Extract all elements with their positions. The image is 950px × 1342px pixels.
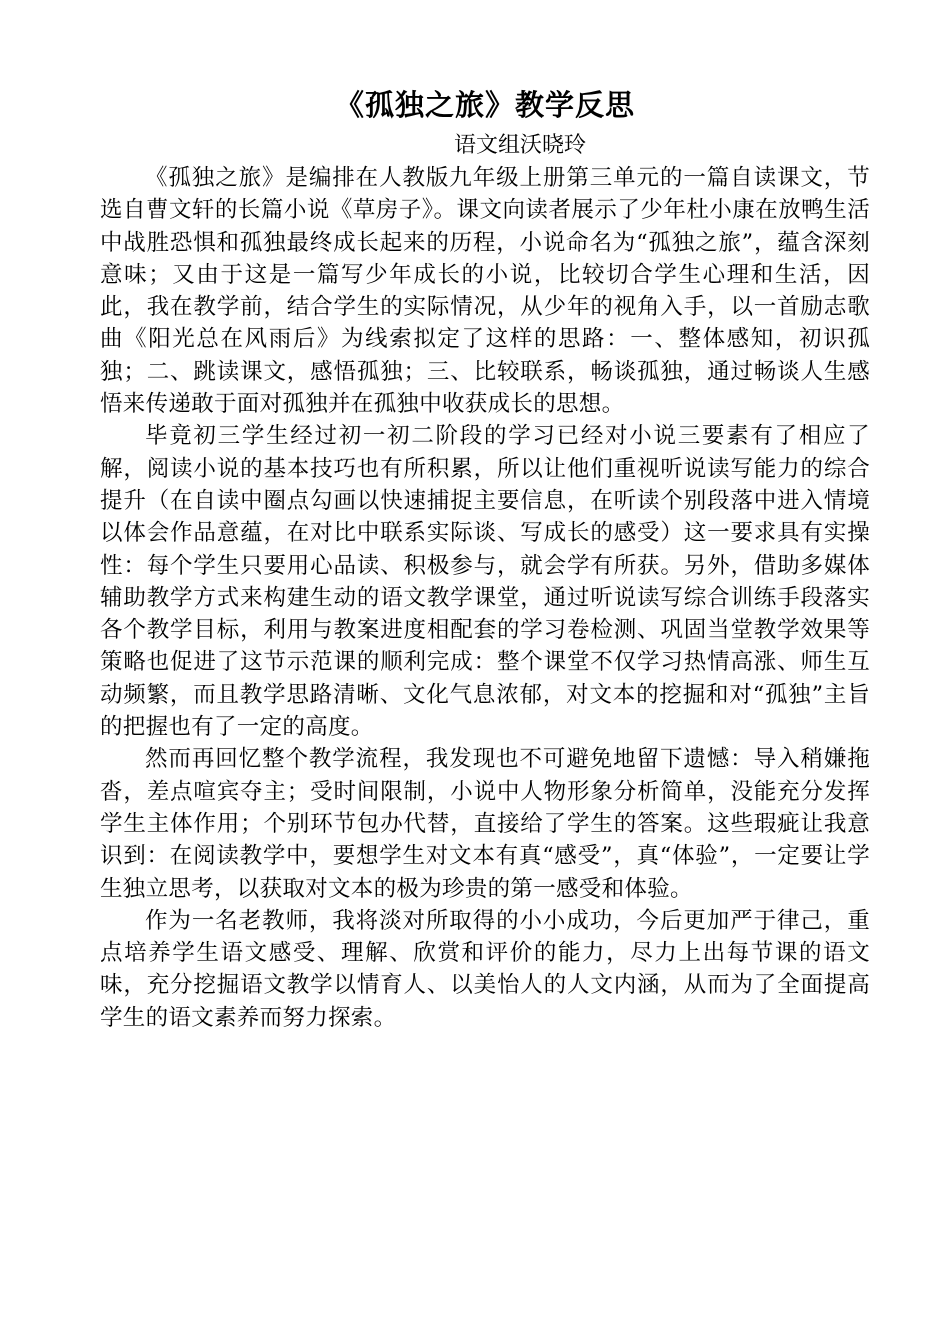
- document-author: 语文组沃晓玲: [453, 133, 586, 158]
- paragraph-4: 作为一名老教师，我将淡对所取得的小小成功，今后更加严于律己，重点培养学生语文感受、理解、欣赏和评价的能力，尽力上出每节课的语文味，充分挖掘语文教学以情育人、以美怡人的人文内涵，从而为了全面提高学生的语文素养而努力探索。: [100, 907, 870, 1031]
- document-page: [100, 82, 870, 1034]
- paragraph-3: 然而再回忆整个教学流程，我发现也不可避免地留下遗憾：导入稍嫌拖沓，差点喧宾夺主；受时间限制，小说中人物形象分析简单，没能充分发挥学生主体作用；个别环节包办代替，直接给了学生的答案。这些瑕疵让我意识到：在阅读教学中，要想学生对文本有真“感受”，真“体验”，一定要让学生独立思考，以获取对文本的极为珍贵的第一感受和体验。: [100, 746, 870, 902]
- paragraph-1: 《孤独之旅》是编排在人教版九年级上册第三单元的一篇自读课文，节选自曹文轩的长篇小说《草房子》。课文向读者展示了少年杜小康在放鸭生活中战胜恐惧和孤独最终成长起来的历程，小说命名为“孤独之旅”，蕴含深刻意味；又由于这是一篇写少年成长的小说，比较切合学生心理和生活，因此，我在教学前，结合学生的实际情况，从少年的视角入手，以一首励志歌曲《阳光总在风雨后》为线索拟定了这样的思路：一、整体感知，初识孤独；二、跳读课文，感悟孤独；三、比较联系，畅谈孤独，通过畅谈人生感悟来传递敢于面对孤独并在孤独中收获成长的思想。: [100, 165, 870, 418]
- paragraph-2: 毕竟初三学生经过初一初二阶段的学习已经对小说三要素有了相应了解，阅读小说的基本技巧也有所积累，所以让他们重视听说读写能力的综合提升（在自读中圈点勾画以快速捕捉主要信息，在听读个别段落中进入情境以体会作品意蕴，在对比中联系实际谈、写成长的感受）这一要求具有实操性：每个学生只要用心品读、积极参与，就会学有所获。另外，借助多媒体辅助教学方式来构建生动的语文教学课堂，通过听说读写综合训练手段落实各个教学目标，利用与教案进度相配套的学习卷检测、巩固当堂教学效果等策略也促进了这节示范课的顺利完成：整个课堂不仅学习热情高涨、师生互动频繁，而且教学思路清晰、文化气息浓郁，对文本的挖掘和对“孤独”主旨的把握也有了一定的高度。: [100, 423, 870, 741]
- document-title: 《孤独之旅》教学反思: [334, 88, 635, 122]
